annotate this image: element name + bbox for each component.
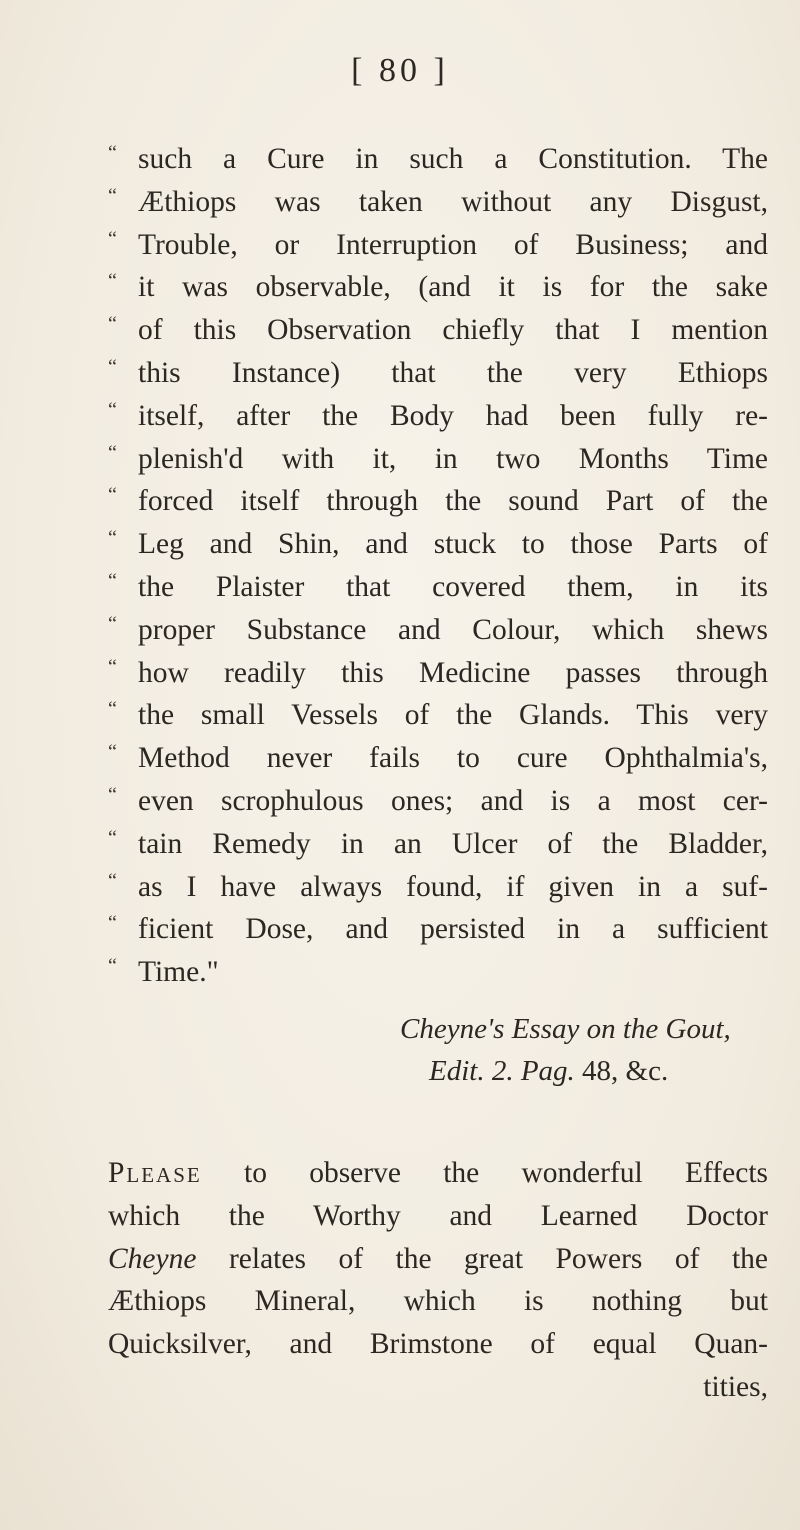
quote-line: “ plenish'd with it, in two Months Time	[108, 438, 768, 481]
quote-mark: “	[108, 955, 117, 978]
quote-mark: “	[108, 527, 117, 550]
quote-line: “ Time."	[108, 951, 768, 994]
paragraph-line: Æthiops Mineral, which is nothing but	[108, 1285, 768, 1318]
quote-line: “ ficient Dose, and persisted in a sufficient	[108, 908, 768, 951]
body-paragraph	[108, 1152, 768, 1409]
quote-mark: “	[108, 227, 117, 250]
quote-mark: “	[108, 783, 117, 806]
citation-title: Cheyne's Essay on the Gout,	[400, 1013, 731, 1045]
page-number: [ 80 ]	[351, 52, 449, 89]
quote-mark: “	[108, 441, 117, 464]
quote-mark: “	[108, 398, 117, 421]
quoted-passage	[108, 138, 768, 994]
quote-line: “ Method never fails to cure Ophthalmia's,	[108, 737, 768, 780]
quote-mark: “	[108, 698, 117, 721]
quote-line: “ as I have always found, if given in a suf-	[108, 866, 768, 909]
quote-mark: “	[108, 612, 117, 635]
quote-line: “ it was observable, (and it is for the sake	[108, 266, 768, 309]
quote-mark: “	[108, 569, 117, 592]
quote-mark: “	[108, 142, 117, 164]
quote-line: “ Leg and Shin, and stuck to those Parts of	[108, 523, 768, 566]
quote-line: “ itself, after the Body had been fully re-	[108, 395, 768, 438]
quote-line: “ this Instance) that the very Ethiops	[108, 352, 768, 395]
paragraph-line: Cheyne relates of the great Powers of the	[108, 1242, 768, 1275]
quote-line: “ even scrophulous ones; and is a most cer-	[108, 780, 768, 823]
quote-mark: “	[108, 184, 117, 207]
quote-mark: “	[108, 313, 117, 336]
quote-line: “ the Plaister that covered them, in its	[108, 566, 768, 609]
quote-mark: “	[108, 655, 117, 678]
quote-mark: “	[108, 270, 117, 293]
paragraph-line: tities,	[703, 1370, 768, 1403]
quote-line: “ Æthiops was taken without any Disgust,	[108, 181, 768, 224]
quote-line: “ how readily this Medicine passes through	[108, 652, 768, 695]
paragraph-line: Quicksilver, and Brimstone of equal Quan-	[108, 1328, 768, 1361]
quote-mark: “	[108, 484, 117, 507]
quote-mark: “	[108, 826, 117, 849]
quote-line: “ the small Vessels of the Glands. This very	[108, 694, 768, 737]
quote-line: “ tain Remedy in an Ulcer of the Bladder,	[108, 823, 768, 866]
author-name: Cheyne	[108, 1242, 197, 1275]
quote-line: “ forced itself through the sound Part of the	[108, 480, 768, 523]
paragraph-line: which the Worthy and Learned Doctor	[108, 1199, 768, 1232]
quote-line: “ of this Observation chiefly that I mention	[108, 309, 768, 352]
quote-mark: “	[108, 869, 117, 892]
quote-line: “ Trouble, or Interruption of Business; and	[108, 224, 768, 267]
quote-line: “ such a Cure in such a Constitution. The	[108, 138, 768, 181]
quote-mark: “	[108, 741, 117, 764]
paragraph-line: Please to observe the wonderful Effects	[108, 1157, 768, 1189]
citation-edition: Edit. 2. Pag. 48, &c.	[429, 1055, 669, 1087]
paragraph-first-word: Please	[108, 1157, 202, 1189]
quote-line: “ proper Substance and Colour, which shews	[108, 609, 768, 652]
quote-mark: “	[108, 355, 117, 378]
quote-mark: “	[108, 912, 117, 935]
